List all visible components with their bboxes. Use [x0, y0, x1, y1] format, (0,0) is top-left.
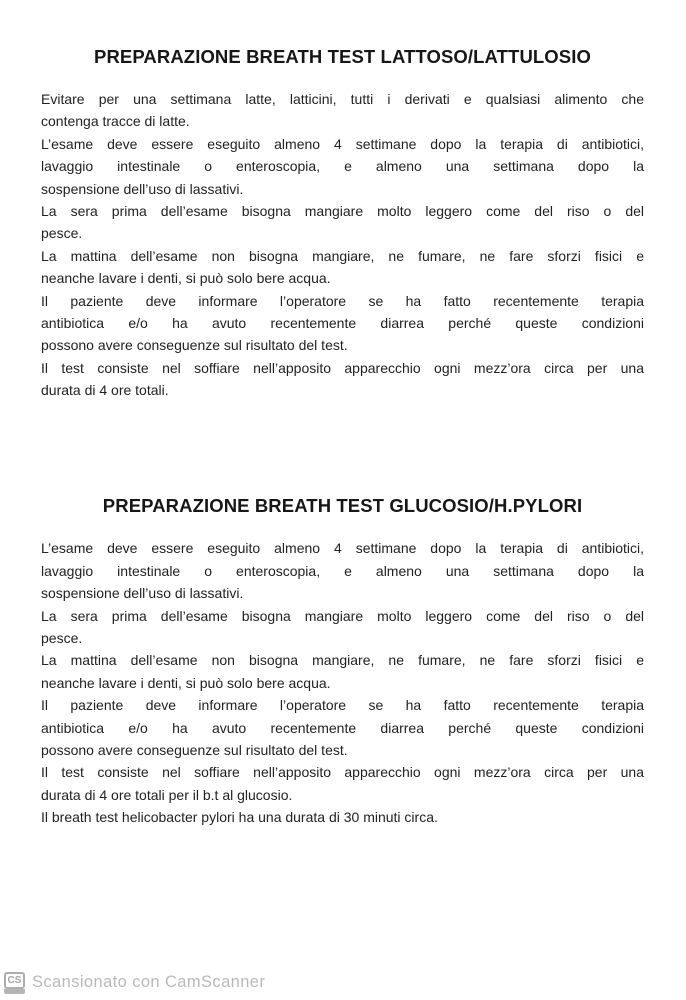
doc-line: La mattina dell’esame non bisogna mangiare, ne fumare, ne fare sforzi fisici e	[41, 652, 644, 669]
doc-line: pesce.	[41, 630, 83, 647]
doc-line: neanche lavare i denti, si può solo bere acqua.	[41, 674, 331, 691]
doc-line: durata di 4 ore totali.	[41, 382, 169, 399]
doc-line: pesce.	[41, 225, 83, 242]
doc-line: Il test consiste nel soffiare nell’apposito apparecchio ogni mezz’ora circa per una	[41, 359, 644, 376]
doc-line: Il breath test helicobacter pylori ha una durata di 30 minuti circa.	[41, 809, 438, 826]
section-title-glucosio: PREPARAZIONE BREATH TEST GLUCOSIO/H.PYLORI	[102, 495, 583, 517]
doc-line: possono avere conseguenze sul risultato del test.	[41, 741, 348, 758]
doc-line: lavaggio intestinale o enteroscopia, e almeno una settimana dopo la	[41, 158, 644, 175]
section-title-lattoso: PREPARAZIONE BREATH TEST LATTOSO/LATTULOSIO	[94, 46, 591, 67]
doc-line: L’esame deve essere eseguito almeno 4 settimane dopo la terapia di antibiotici,	[41, 135, 644, 152]
section-body-lattoso	[41, 88, 644, 401]
doc-line: sospensione dell’uso di lassativi.	[41, 180, 244, 197]
doc-line: possono avere conseguenze sul risultato del test.	[41, 337, 348, 354]
doc-line: neanche lavare i denti, si può solo bere acqua.	[41, 270, 331, 287]
cs-icon-bar	[4, 989, 25, 994]
doc-line: Il paziente deve informare l’operatore se ha fatto recentemente terapia	[41, 697, 644, 714]
doc-line: La sera prima dell’esame bisogna mangiare molto leggero come del riso o del	[41, 202, 644, 219]
doc-line: antibiotica e/o ha avuto recentemente diarrea perché queste condizioni	[41, 314, 644, 331]
doc-line: lavaggio intestinale o enteroscopia, e almeno una settimana dopo la	[41, 562, 644, 579]
doc-line: La mattina dell’esame non bisogna mangiare, ne fumare, ne fare sforzi fisici e	[41, 247, 644, 264]
doc-line: La sera prima dell’esame bisogna mangiare molto leggero come del riso o del	[41, 607, 644, 624]
doc-line: durata di 4 ore totali per il b.t al glucosio.	[41, 786, 293, 803]
doc-line: antibiotica e/o ha avuto recentemente diarrea perché queste condizioni	[41, 719, 644, 736]
section-breath-test-lattoso	[41, 44, 644, 401]
section-breath-test-glucosio	[41, 493, 644, 828]
cs-icon-label: CS	[7, 975, 22, 986]
section-body-glucosio	[41, 537, 644, 828]
doc-line: L’esame deve essere eseguito almeno 4 settimane dopo la terapia di antibiotici,	[41, 540, 644, 557]
camscanner-cs-icon	[4, 972, 25, 989]
doc-line: sospensione dell’uso di lassativi.	[41, 585, 244, 602]
doc-line: Evitare per una settimana latte, latticini, tutti i derivati e qualsiasi alimento che	[41, 91, 644, 107]
doc-line: Il paziente deve informare l’operatore se ha fatto recentemente terapia	[41, 292, 644, 309]
doc-line: contenga tracce di latte.	[41, 113, 190, 130]
camscanner-watermark	[4, 972, 265, 995]
doc-line: Il test consiste nel soffiare nell’apposito apparecchio ogni mezz’ora circa per una	[41, 764, 644, 781]
watermark-text: Scansionato con CamScanner	[32, 973, 266, 991]
